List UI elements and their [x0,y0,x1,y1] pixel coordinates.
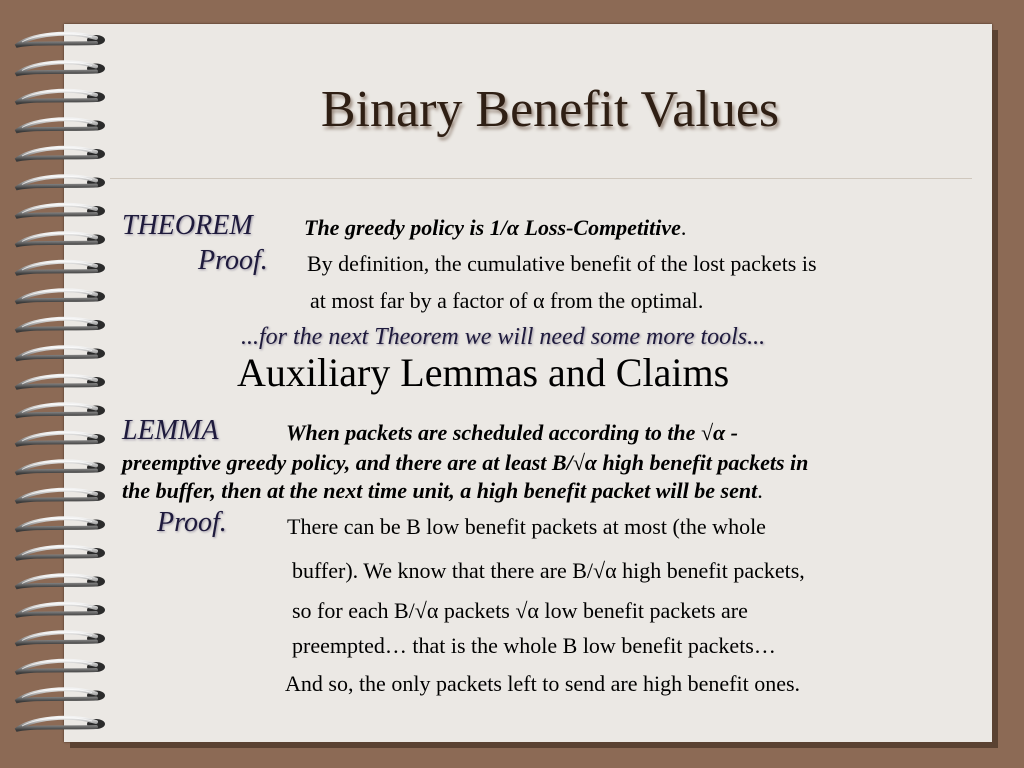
theorem-period: . [680,215,687,240]
lemma-proof-line5: And so, the only packets left to send are high benefit ones. [285,671,801,696]
spiral-ring [16,119,105,131]
lemma-proof-line1: There can be B low benefit packets at most (the whole [287,514,766,539]
spiral-ring [16,547,105,559]
lemma-statement-line3-wrap [122,478,763,504]
spiral-ring [16,461,105,473]
theorem-proof-line1: By definition, the cumulative benefit of the lost packets is [307,251,817,276]
theorem-label: THEOREM [122,210,253,241]
lemma-statement-line1: When packets are scheduled according to the √α - [286,420,738,445]
spiral-ring [16,689,105,701]
section-heading: Auxiliary Lemmas and Claims [237,350,730,395]
spiral-ring [16,205,105,217]
spiral-ring [16,290,105,302]
spiral-ring [16,319,105,331]
spiral-ring [16,490,105,502]
spiral-ring [16,404,105,416]
lemma-statement-line2: preemptive greedy policy, and there are at least B/√α high benefit packets in [122,450,809,475]
spiral-ring [16,632,105,644]
lemma-proof-line2: buffer). We know that there are B/√α high benefit packets, [292,558,805,583]
spiral-ring [16,718,105,730]
spiral-ring [16,148,105,160]
theorem-proof-label: Proof. [198,245,268,276]
lemma-period: . [757,478,763,503]
spiral-ring [16,34,105,46]
spiral-ring [16,604,105,616]
spiral-ring [16,176,105,188]
spiral-ring [16,661,105,673]
lemma-statement-line3: the buffer, then at the next time unit, a high benefit packet will be sent [122,478,758,503]
spiral-ring [16,376,105,388]
slide-title: Binary Benefit Values [320,81,780,138]
spiral-ring [16,518,105,530]
lemma-label: LEMMA [122,415,219,446]
transition-note: ...for the next Theorem we will need some more tools... [241,324,766,350]
spiral-ring [16,262,105,274]
spiral-binding [0,0,120,768]
lemma-proof-line3: so for each B/√α packets √α low benefit packets are [292,598,748,623]
theorem-proof-line2: at most far by a factor of α from the optimal. [310,288,704,313]
spiral-ring [16,347,105,359]
lemma-proof-line4: preempted… that is the whole B low benefit packets… [292,633,776,658]
spiral-ring [16,62,105,74]
spiral-ring [16,575,105,587]
spiral-ring [16,433,105,445]
spiral-ring [16,233,105,245]
lemma-proof-label: Proof. [157,507,227,538]
title-divider [110,178,972,179]
theorem-statement: The greedy policy is 1/α Loss-Competitive [304,215,681,240]
theorem-statement-line [304,215,686,241]
spiral-ring [16,91,105,103]
